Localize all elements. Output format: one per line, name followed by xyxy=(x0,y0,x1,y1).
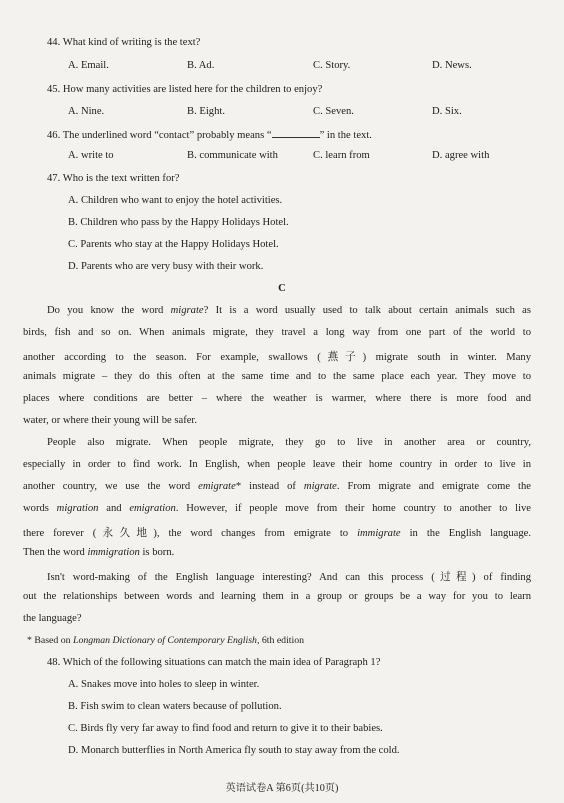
passage-line: another country, we use the word emigrate* instead of migrate. From migrate and emigrate come the xyxy=(23,481,531,492)
q46-stem-part-a: 46. The underlined word “contact” probably means “ xyxy=(47,130,272,141)
page-footer: 英语试卷A 第6页(共10页) xyxy=(225,783,339,794)
passage-line: especially in order to find work. In English, when people leave their home country in order to live in xyxy=(23,459,531,470)
q45-option-a: A. Nine. xyxy=(68,106,105,117)
q47-option-b: B. Children who pass by the Happy Holidays Hotel. xyxy=(68,217,289,228)
section-heading: C xyxy=(278,283,286,294)
q45-option-c: C. Seven. xyxy=(313,106,354,117)
passage-line: water, or where their young will be safer. xyxy=(23,415,198,426)
passage-line: Then the word immigration is born. xyxy=(23,547,175,558)
q44-option-a: A. Email. xyxy=(68,60,109,71)
question-44-stem: 44. What kind of writing is the text? xyxy=(47,37,201,48)
q46-option-c: C. learn from xyxy=(313,150,370,161)
passage-line: Isn't word-making of the English language interesting? And can this process (过程) of finding xyxy=(47,572,531,583)
footnote: * Based on Longman Dictionary of Contemporary English, 6th edition xyxy=(27,635,305,646)
passage-line: there forever (永久地), the word changes from emigrate to immigrate in the English language. xyxy=(23,528,531,539)
passage-line: animals migrate – they do this often at the same time and to the same place each year. They move to xyxy=(23,371,531,382)
q47-option-d: D. Parents who are very busy with their work. xyxy=(68,261,264,272)
q48-option-b: B. Fish swim to clean waters because of pollution. xyxy=(68,701,282,712)
passage-line: birds, fish and so on. When animals migrate, they travel a long way from one part of the world to xyxy=(23,327,531,338)
question-46-stem xyxy=(47,128,372,141)
q46-option-d: D. agree with xyxy=(432,150,490,161)
q47-option-a: A. Children who want to enjoy the hotel activities. xyxy=(68,195,283,206)
passage-line: places where conditions are better – where the weather is warmer, where there is more food and xyxy=(23,393,531,404)
passage-line: People also migrate. When people migrate, they go to live in another area or country, xyxy=(47,437,531,448)
q48-option-d: D. Monarch butterflies in North America fly south to stay away from the cold. xyxy=(68,745,400,756)
question-45-stem: 45. How many activities are listed here for the children to enjoy? xyxy=(47,84,323,95)
passage-line: the language? xyxy=(23,613,82,624)
passage-line: another according to the season. For example, swallows (燕子) migrate south in winter. Many xyxy=(23,352,531,363)
q46-option-b: B. communicate with xyxy=(187,150,278,161)
q45-option-d: D. Six. xyxy=(432,106,462,117)
q44-option-d: D. News. xyxy=(432,60,472,71)
answer-blank xyxy=(272,128,320,138)
q47-option-c: C. Parents who stay at the Happy Holidays Hotel. xyxy=(68,239,279,250)
q46-stem-part-b: ” in the text. xyxy=(319,130,372,141)
q46-option-a: A. write to xyxy=(68,150,114,161)
q48-option-c: C. Birds fly very far away to find food and return to give it to their babies. xyxy=(68,723,383,734)
passage-line: out the relationships between words and learning them in a group or groups be a way for you to learn xyxy=(23,591,531,602)
passage-line: Do you know the word migrate? It is a word usually used to talk about certain animals such as xyxy=(47,305,531,316)
q45-option-b: B. Eight. xyxy=(187,106,225,117)
q44-option-b: B. Ad. xyxy=(187,60,215,71)
question-48-stem: 48. Which of the following situations can match the main idea of Paragraph 1? xyxy=(47,657,381,668)
q44-option-c: C. Story. xyxy=(313,60,351,71)
question-47-stem: 47. Who is the text written for? xyxy=(47,173,180,184)
passage-line: words migration and emigration. However, if people move from their home country to another to live xyxy=(23,503,532,514)
q48-option-a: A. Snakes move into holes to sleep in winter. xyxy=(68,679,260,690)
